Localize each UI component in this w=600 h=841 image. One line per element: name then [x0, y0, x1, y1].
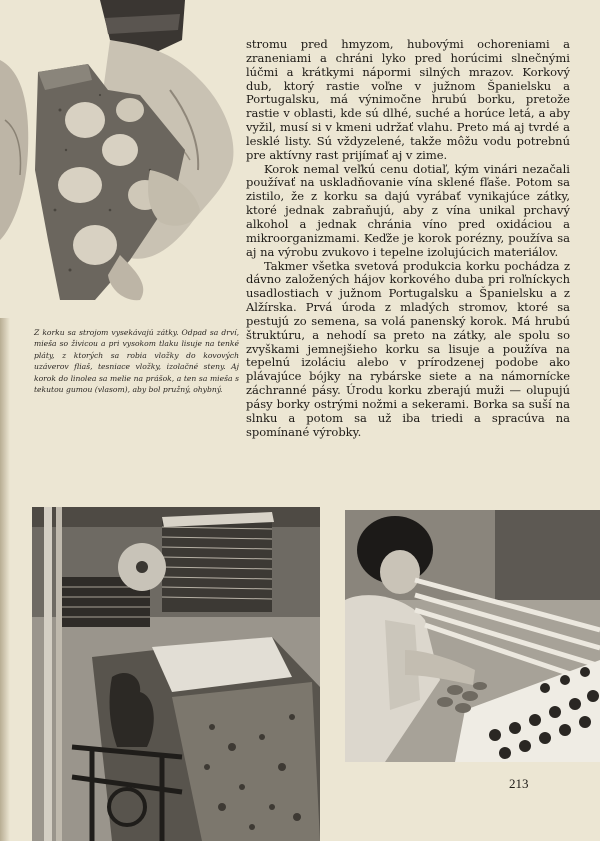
- paragraph: Korok nemal veľkú cenu dotiaľ, kým vinári nezačali používať na uskladňovanie vína sklené fľaše. Potom sa zistilo, že z korku sa dajú vyrábať vynikajúce zátky, ktoré jednak zabraňujú, aby z vína unikal prchavý alkohol a jednak chránia víno pred oxidáciou a mikroorganizmami. Keďže je korok porézny, používa sa aj na výrobu zvukovo i tepelne izolujúcich materiálov.: [246, 161, 570, 259]
- photo-woman-sorting-corks: [345, 510, 600, 762]
- article-body: [246, 38, 570, 439]
- paragraph: stromu pred hmyzom, hubovými ochoreniami a zraneniami a chráni lyko pred horúcimi slnečnými lúčmi a krátkymi nápormi silných mrazov. Korkový dub, ktorý rastie voľne v južnom Španielsku a Portugalsku, má výnimočne hrubú borku, pretože rastie v oblasti, kde sú dlhé, suché a horúce letá, a aby vyžil, musí si v kmeni udržať vlahu. Preto má aj tvrdé a lesklé listy. Sú vždyzelené, takže môžu vodu potrebnú pre aktívny rast prijímať aj v zime.: [246, 37, 570, 162]
- photo-hand-holding-cork: [0, 0, 246, 318]
- photo-cork-factory-machinery: [32, 507, 320, 841]
- photo-caption: Z korku sa strojom vysekávajú zátky. Odpad sa drví, mieša so živicou a pri vysokom tlaku lisuje na tenké pláty, z ktorých sa robia vložky do kovových uzáverov fliaš, tesniace vložky, izolačné steny. Aj korok do linolea sa melie na prášok, a ten sa mieša s tekutou gumou (vlasom), aby bol pružný, ohybný.: [34, 328, 239, 395]
- paragraph: Takmer všetka svetová produkcia korku pochádza z dávno založených hájov korkového duba pri roľníckych usadlostiach v južnom Portugalsku a Španielsku a z Alžírska. Prvá úroda z mladých stromov, ktoré sa pestujú zo semena, sa volá panenský korok. Má hrubú štruktúru, a nehodí sa preto na zátky, ale spolu so zvyškami jemnejšieho korku sa lisuje a používa na tepelnú izoláciu alebo v prírodzenej podobe ako plávajúce bójky na rybárske siete a na námornícke záchranné pásy. Úrodu korku zberajú muži — olupujú pásy borky ostrými nožmi a sekerami. Borka sa suší na slnku a potom sa už iba triedi a spracúva na spomínané výrobky.: [246, 258, 570, 439]
- page-number: 213: [509, 776, 529, 791]
